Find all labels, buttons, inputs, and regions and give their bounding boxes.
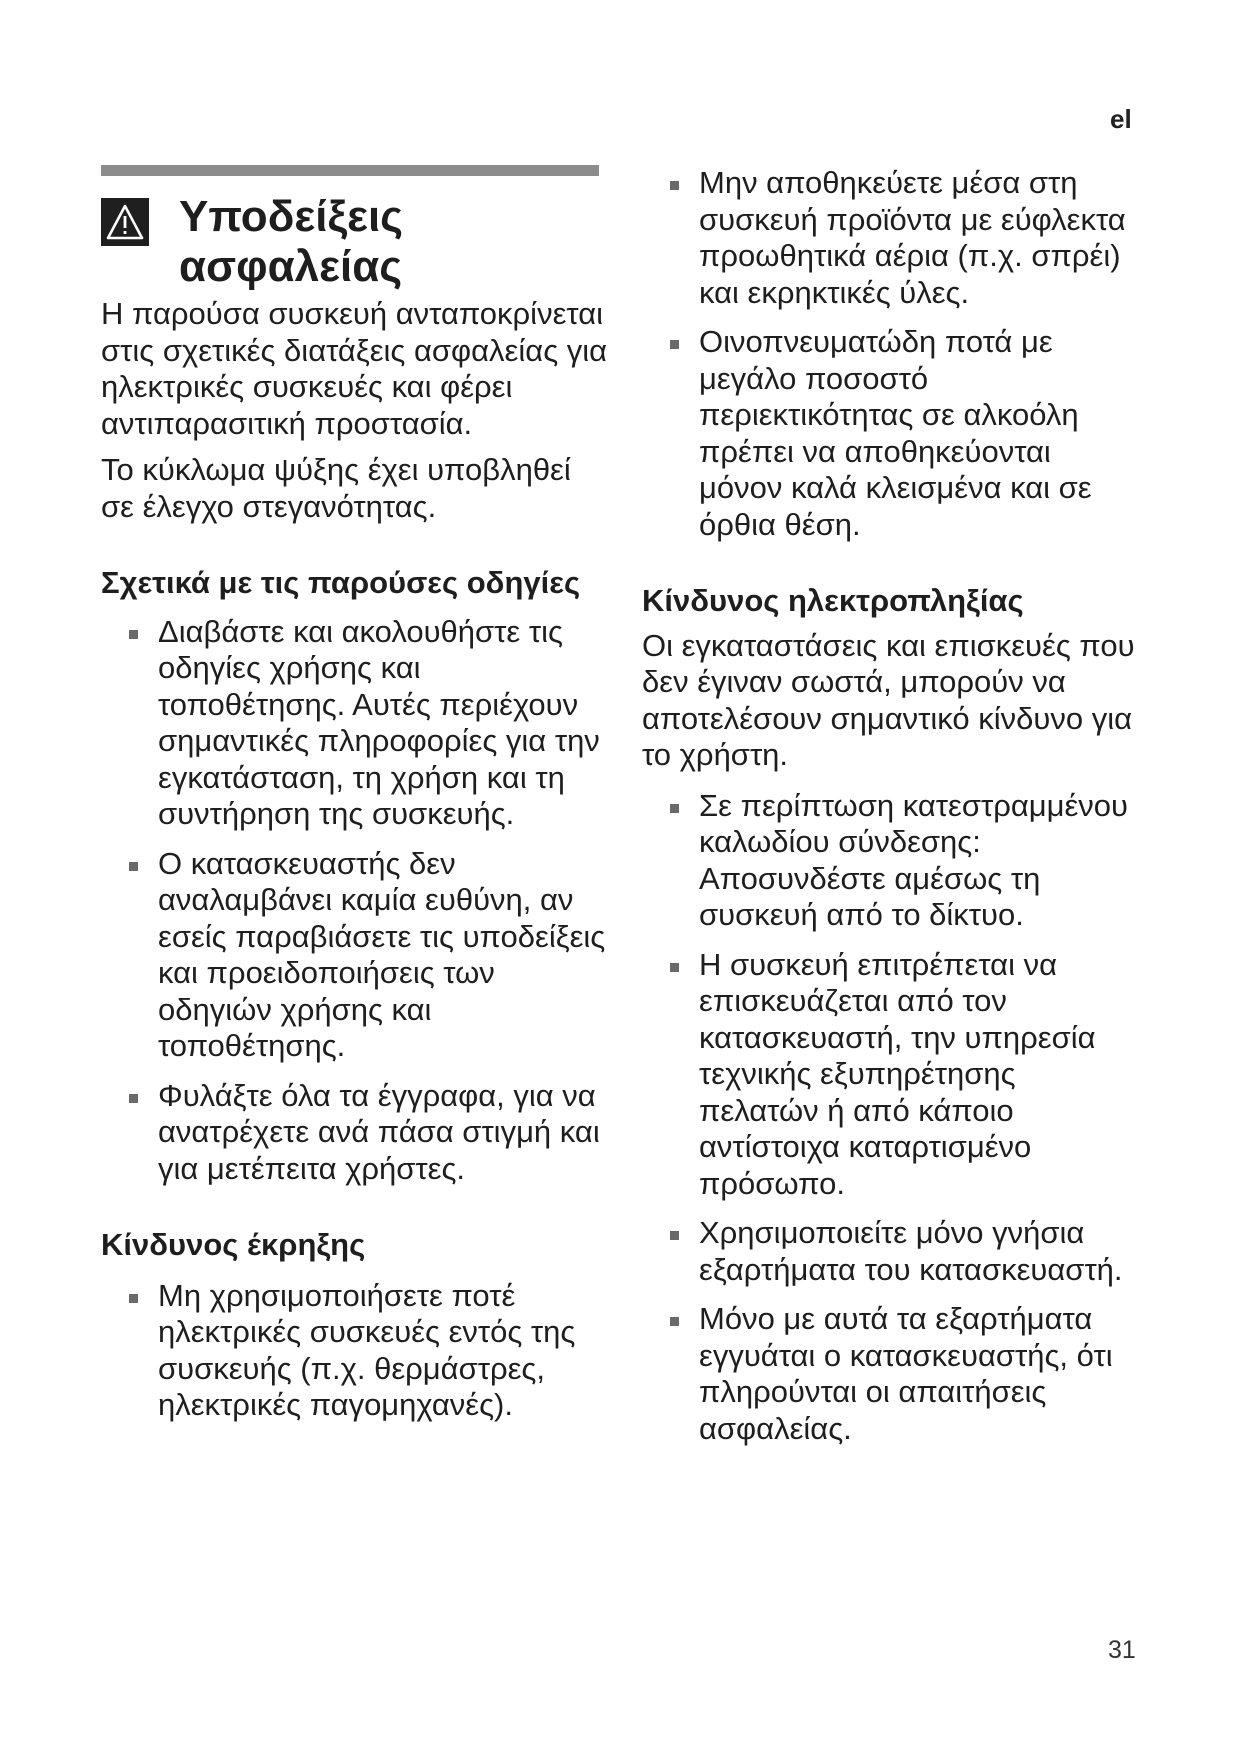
section-heading-explosion: Κίνδυνος έκρηξης <box>101 1227 366 1262</box>
electric-list <box>642 788 1142 1448</box>
bullet-square-icon <box>670 963 679 972</box>
intro-paragraph-2: Το κύκλωμα ψύξης έχει υποβληθεί σε έλεγχο στεγανότητας. <box>101 452 571 524</box>
list-item: Χρησιμοποιείτε μόνο γνήσια εξαρτήματα του κατασκευαστή. <box>667 1215 1142 1288</box>
list-item: Οινοπνευματώδη ποτά με μεγάλο ποσοστό περιεκτικότητας σε αλκοόλη πρέπει να αποθηκεύονται μόνον καλά κλεισμένα και σε όρθια θέση. <box>667 324 1142 543</box>
section-heading-instructions: Σχετικά με τις παρούσες οδηγίες <box>101 565 581 600</box>
instructions-list <box>101 614 611 1188</box>
bullet-square-icon <box>129 1094 138 1103</box>
warning-icon <box>101 198 149 246</box>
intro-paragraph-1: Η παρούσα συσκευή ανταποκρίνεται στις σχετικές διατάξεις ασφαλείας για ηλεκτρικές συσκευές και φέρει αντιπαρασιτική προστασία. <box>101 296 608 441</box>
right-column <box>642 165 1142 1447</box>
explosion-list-continued <box>642 165 1142 543</box>
list-item: Μη χρησιμοποιήσετε ποτέ ηλεκτρικές συσκευές εντός της συσκευής (π.χ. θερμάστρες, ηλεκτρικές παγομηχανές). <box>126 1278 611 1424</box>
language-code: el <box>1110 104 1132 134</box>
bullet-square-icon <box>670 340 679 349</box>
section-heading-electric: Κίνδυνος ηλεκτροπληξίας <box>642 583 1024 618</box>
page-title <box>101 192 611 292</box>
bullet-square-icon <box>670 181 679 190</box>
section-divider-bar <box>101 165 599 176</box>
list-item: Σε περίπτωση κατεστραμμένου καλωδίου σύνδεσης: Αποσυνδέστε αμέσως τη συσκευή από το δίκτυο. <box>667 788 1142 934</box>
page-number: 31 <box>1108 1636 1136 1664</box>
list-item: Η συσκευή επιτρέπεται να επισκευάζεται από τον κατασκευαστή, την υπηρεσία τεχνικής εξυπηρέτησης πελατών ή από κάποιο αντίστοιχα καταρτισμένο πρόσωπο. <box>667 947 1142 1203</box>
bullet-square-icon <box>129 630 138 639</box>
list-item: Διαβάστε και ακολουθήστε τις οδηγίες χρήσης και τοποθέτησης. Αυτές περιέχουν σημαντικές πληροφορίες για την εγκατάσταση, τη χρήση και τη συντήρηση της συσκευής. <box>126 614 611 833</box>
bullet-square-icon <box>670 1317 679 1326</box>
list-item: Ο κατασκευαστής δεν αναλαμβάνει καμία ευθύνη, αν εσείς παραβιάσετε τις υποδείξεις και προειδοποιήσεις των οδηγιών χρήσης και τοποθέτησης. <box>126 846 611 1065</box>
left-column <box>101 165 611 1424</box>
list-item: Μην αποθηκεύετε μέσα στη συσκευή προϊόντα με εύφλεκτα προωθητικά αέρια (π.χ. σπρέι) και εκρηκτικές ύλες. <box>667 165 1142 311</box>
explosion-list <box>101 1278 611 1424</box>
bullet-square-icon <box>670 804 679 813</box>
list-item: Μόνο με αυτά τα εξαρτήματα εγγυάται ο κατασκευαστής, ότι πληρούνται οι απαιτήσεις ασφαλείας. <box>667 1301 1142 1447</box>
electric-intro: Οι εγκαταστάσεις και επισκευές που δεν έγιναν σωστά, μπορούν να αποτελέσουν σημαντικό κίνδυνο για το χρήστη. <box>642 627 1135 772</box>
page-title-text: Υποδείξεις ασφαλείας <box>179 192 404 291</box>
bullet-square-icon <box>129 1294 138 1303</box>
list-item: Φυλάξτε όλα τα έγγραφα, για να ανατρέχετε ανά πάσα στιγμή και για μετέπειτα χρήστες. <box>126 1078 611 1188</box>
bullet-square-icon <box>129 862 138 871</box>
bullet-square-icon <box>670 1231 679 1240</box>
